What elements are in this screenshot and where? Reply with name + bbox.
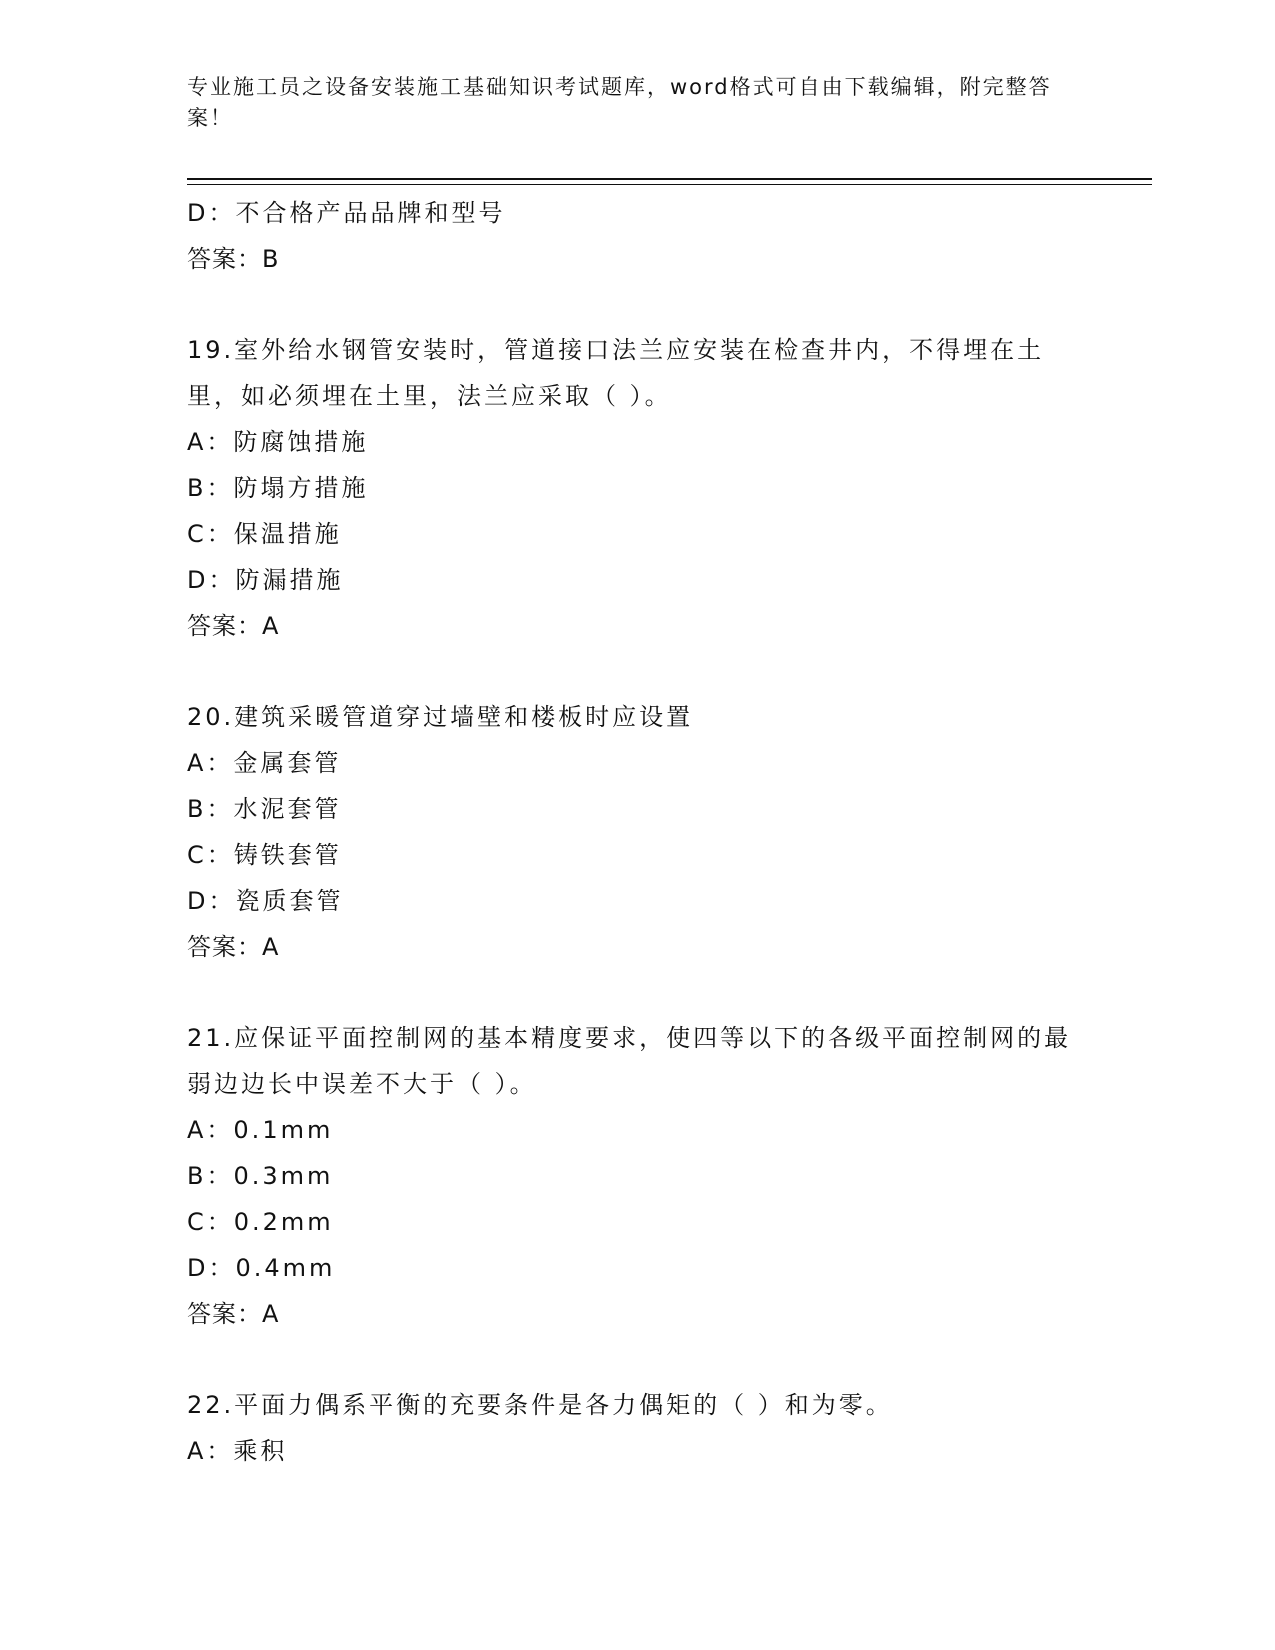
spacer xyxy=(187,649,1077,694)
option-d: D：不合格产品品牌和型号 xyxy=(187,199,506,227)
question-21-stem: 21.应保证平面控制网的基本精度要求，使四等以下的各级平面控制网的最弱边边长中误差不大于（ ）。 xyxy=(187,1024,1072,1098)
question-20-option-a: A：金属套管 xyxy=(187,749,342,777)
question-20-option-c: C：铸铁套管 xyxy=(187,841,342,869)
question-19-option-d: D：防漏措施 xyxy=(187,566,344,594)
question-19-option-c: C：保温措施 xyxy=(187,520,342,548)
question-21-option-c: C：0.2mm xyxy=(187,1208,334,1236)
question-19-option-a: A：防腐蚀措施 xyxy=(187,428,369,456)
document-header: 专业施工员之设备安装施工基础知识考试题库，word格式可自由下载编辑，附完整答案！ xyxy=(187,75,1052,130)
spacer xyxy=(187,970,1077,1015)
question-19-stem: 19.室外给水钢管安装时，管道接口法兰应安装在检查井内，不得埋在土里，如必须埋在土里，法兰应采取（ ）。 xyxy=(187,336,1045,410)
header-divider-thin xyxy=(187,184,1152,185)
question-22-option-a: A：乘积 xyxy=(187,1437,288,1465)
question-21-option-a: A：0.1mm xyxy=(187,1116,334,1144)
document-body xyxy=(187,190,1077,1474)
question-20-option-b: B：水泥套管 xyxy=(187,795,342,823)
spacer xyxy=(187,282,1077,327)
question-20-stem: 20.建筑采暖管道穿过墙壁和楼板时应设置 xyxy=(187,703,694,731)
answer: 答案：B xyxy=(187,245,280,273)
question-20-answer: 答案：A xyxy=(187,933,280,961)
question-21-option-b: B：0.3mm xyxy=(187,1162,334,1190)
question-21-option-d: D：0.4mm xyxy=(187,1254,336,1282)
header-divider-thick xyxy=(187,178,1152,180)
question-19-answer: 答案：A xyxy=(187,612,280,640)
question-19-option-b: B：防塌方措施 xyxy=(187,474,369,502)
question-21-answer: 答案：A xyxy=(187,1300,280,1328)
question-20-option-d: D：瓷质套管 xyxy=(187,887,344,915)
question-22-stem: 22.平面力偶系平衡的充要条件是各力偶矩的（ ）和为零。 xyxy=(187,1391,893,1419)
spacer xyxy=(187,1337,1077,1382)
